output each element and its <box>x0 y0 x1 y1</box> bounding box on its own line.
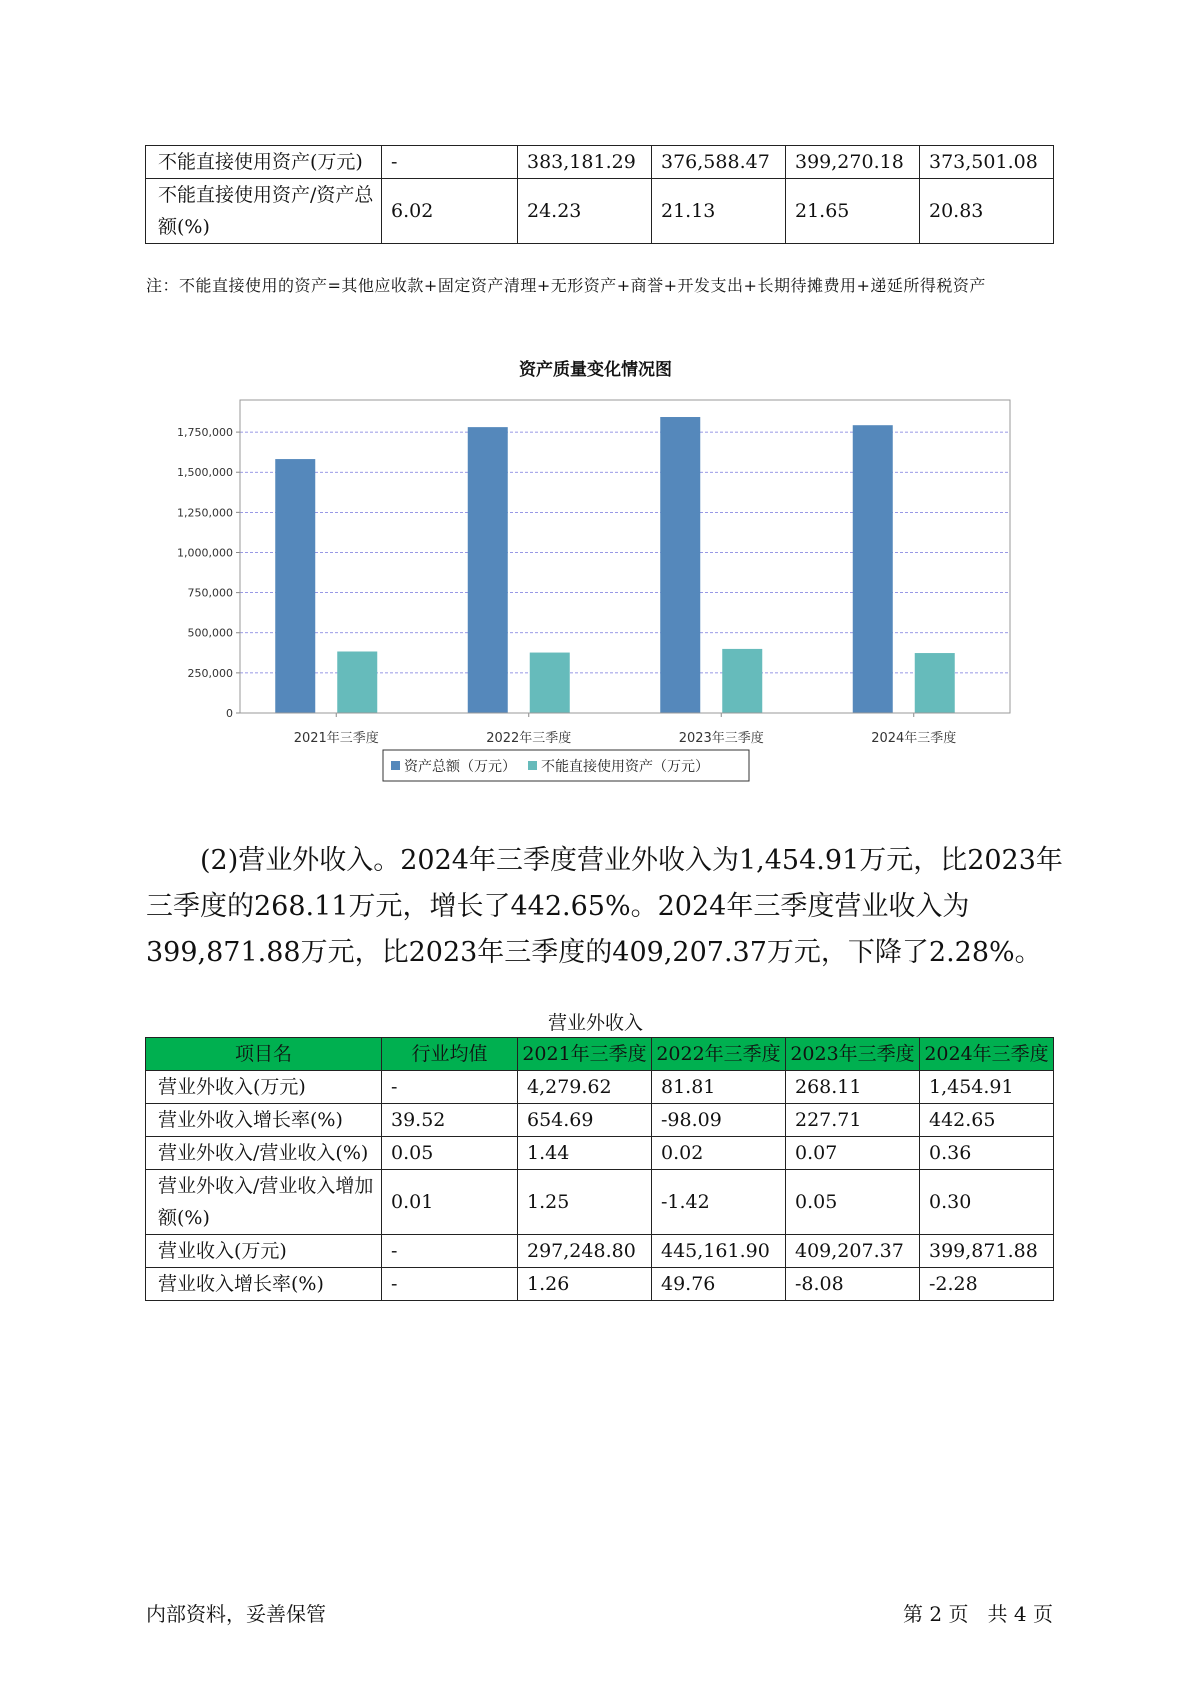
y-tick-label: 750,000 <box>187 586 233 600</box>
table-row <box>146 146 1054 179</box>
table-cell: 376,588.47 <box>652 146 786 179</box>
table-cell: -1.42 <box>652 1170 786 1235</box>
table-row <box>146 1235 1054 1268</box>
row-label: 营业外收入(万元) <box>146 1071 382 1104</box>
table-cell: 49.76 <box>652 1268 786 1301</box>
table-row <box>146 1137 1054 1170</box>
table-row <box>146 179 1054 244</box>
bar <box>853 425 893 713</box>
table-cell: 24.23 <box>518 179 652 244</box>
x-tick-label: 2023年三季度 <box>678 731 764 746</box>
table-row <box>146 1170 1054 1235</box>
row-label: 不能直接使用资产/资产总额(%) <box>146 179 382 244</box>
row-label: 营业外收入增长率(%) <box>146 1104 382 1137</box>
table-row <box>146 1104 1054 1137</box>
legend-swatch <box>391 761 400 770</box>
row-label: 不能直接使用资产(万元) <box>146 146 382 179</box>
paragraph-text: (2)营业外收入。2024年三季度营业外收入为1,454.91万元，比2023年三季度的268.11万元，增长了442.65%。2024年三季度营业收入为399,871.88万元，比2023年三季度的409,207.37万元，下降了2.28%。 <box>146 845 1063 968</box>
column-header: 项目名 <box>146 1038 382 1071</box>
footer-page-number: 第 2 页 共 4 页 <box>903 1602 1053 1626</box>
y-tick-label: 1,500,000 <box>177 466 233 480</box>
column-header: 2021年三季度 <box>518 1038 652 1071</box>
row-label: 营业外收入/营业收入(%) <box>146 1137 382 1170</box>
row-label: 营业收入增长率(%) <box>146 1268 382 1301</box>
table-row <box>146 1268 1054 1301</box>
bar <box>915 653 955 713</box>
table-cell: -2.28 <box>920 1268 1054 1301</box>
y-tick-label: 1,250,000 <box>177 506 233 520</box>
y-tick-label: 1,000,000 <box>177 546 233 560</box>
table-cell: - <box>382 146 518 179</box>
non-operating-income-table <box>145 1037 1054 1301</box>
table-cell: 1.44 <box>518 1137 652 1170</box>
table-cell: 4,279.62 <box>518 1071 652 1104</box>
table-cell: 0.30 <box>920 1170 1054 1235</box>
table-cell: 399,270.18 <box>786 146 920 179</box>
table-cell: 442.65 <box>920 1104 1054 1137</box>
body-paragraph <box>146 838 1064 976</box>
table-cell: 654.69 <box>518 1104 652 1137</box>
bar <box>660 417 700 713</box>
asset-quality-table <box>145 145 1054 244</box>
table-cell: -8.08 <box>786 1268 920 1301</box>
table-cell: 227.71 <box>786 1104 920 1137</box>
x-tick-label: 2024年三季度 <box>871 731 957 746</box>
table-cell: 1.26 <box>518 1268 652 1301</box>
table-cell: 39.52 <box>382 1104 518 1137</box>
column-header: 2024年三季度 <box>920 1038 1054 1071</box>
legend-label: 资产总额（万元） <box>404 759 516 775</box>
y-tick-label: 1,750,000 <box>177 426 233 440</box>
table-cell: 21.13 <box>652 179 786 244</box>
y-tick-label: 500,000 <box>187 626 233 640</box>
legend-swatch <box>528 761 537 770</box>
table-cell: 1,454.91 <box>920 1071 1054 1104</box>
table-cell: 297,248.80 <box>518 1235 652 1268</box>
y-tick-label: 250,000 <box>187 666 233 680</box>
table-cell: 81.81 <box>652 1071 786 1104</box>
table-cell: 399,871.88 <box>920 1235 1054 1268</box>
table-cell: - <box>382 1268 518 1301</box>
table-cell: - <box>382 1071 518 1104</box>
x-tick-label: 2021年三季度 <box>293 731 379 746</box>
table-cell: 20.83 <box>920 179 1054 244</box>
table-row <box>146 1071 1054 1104</box>
row-label: 营业外收入/营业收入增加额(%) <box>146 1170 382 1235</box>
table-cell: 409,207.37 <box>786 1235 920 1268</box>
column-header: 2022年三季度 <box>652 1038 786 1071</box>
table-cell: 0.02 <box>652 1137 786 1170</box>
table-cell: 21.65 <box>786 179 920 244</box>
table-caption: 营业外收入 <box>547 1012 643 1034</box>
footer-confidential: 内部资料，妥善保管 <box>146 1602 326 1626</box>
table-cell: 6.02 <box>382 179 518 244</box>
y-tick-label: 0 <box>226 707 233 720</box>
table-cell: - <box>382 1235 518 1268</box>
column-header: 2023年三季度 <box>786 1038 920 1071</box>
bar <box>337 651 377 713</box>
chart-title: 资产质量变化情况图 <box>519 360 672 380</box>
table-cell: 373,501.08 <box>920 146 1054 179</box>
table-cell: 268.11 <box>786 1071 920 1104</box>
legend-label: 不能直接使用资产（万元） <box>541 759 709 775</box>
table-cell: 0.36 <box>920 1137 1054 1170</box>
asset-quality-chart <box>145 385 1045 805</box>
bar <box>468 427 508 713</box>
row-label: 营业收入(万元) <box>146 1235 382 1268</box>
table-cell: 0.01 <box>382 1170 518 1235</box>
table-cell: -98.09 <box>652 1104 786 1137</box>
x-tick-label: 2022年三季度 <box>486 731 572 746</box>
table-cell: 383,181.29 <box>518 146 652 179</box>
table-note: 注：不能直接使用的资产=其他应收款+固定资产清理+无形资产+商誉+开发支出+长期待摊费用+递延所得税资产 <box>146 276 986 295</box>
bar <box>722 649 762 713</box>
table-header-row <box>146 1038 1054 1071</box>
table-cell: 0.05 <box>786 1170 920 1235</box>
column-header: 行业均值 <box>382 1038 518 1071</box>
table-cell: 1.25 <box>518 1170 652 1235</box>
bar <box>275 459 315 713</box>
table-cell: 0.05 <box>382 1137 518 1170</box>
table-cell: 445,161.90 <box>652 1235 786 1268</box>
table-cell: 0.07 <box>786 1137 920 1170</box>
bar <box>530 653 570 713</box>
